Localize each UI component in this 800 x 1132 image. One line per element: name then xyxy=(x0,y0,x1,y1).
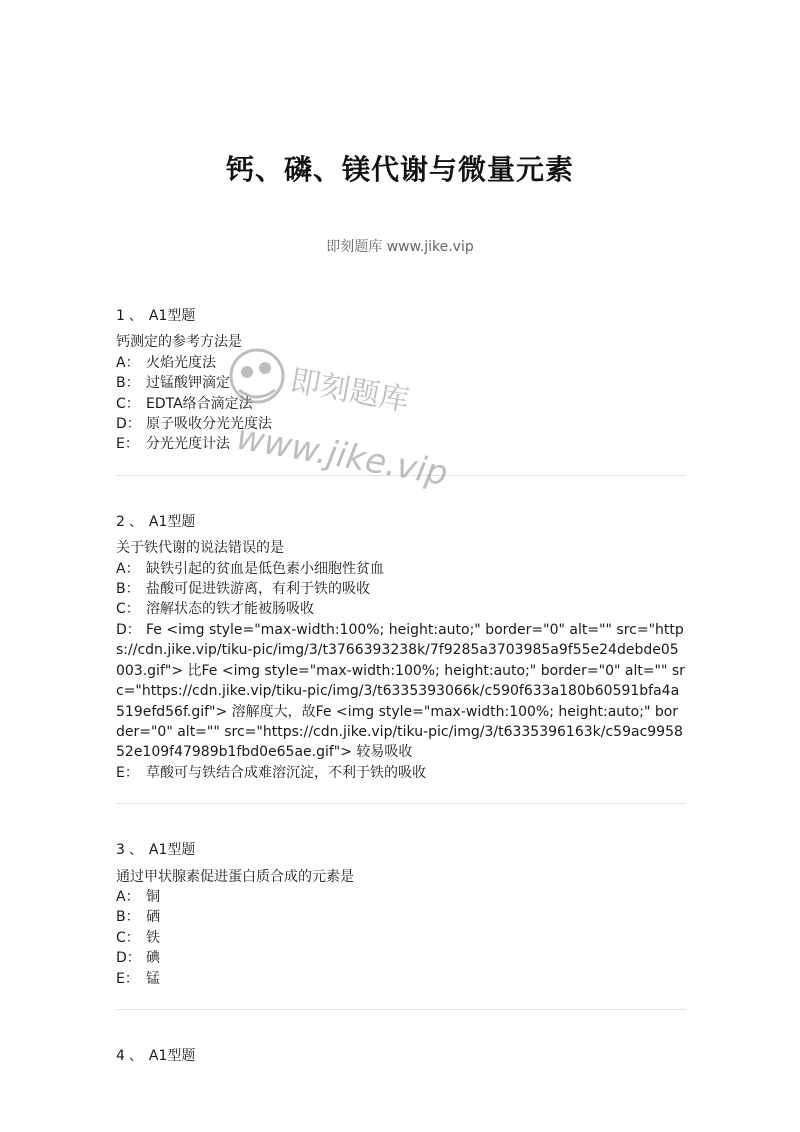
option-letter: C： xyxy=(116,395,140,412)
option-text: 草酸可与铁结合成难溶沉淀，不利于铁的吸收 xyxy=(146,764,426,781)
question-type: A1型题 xyxy=(148,513,196,530)
option-text: 铁 xyxy=(146,929,160,946)
question-stem: 钙测定的参考方法是 xyxy=(116,334,242,351)
option-e[interactable] xyxy=(116,434,686,454)
option-text: 过锰酸钾滴定 xyxy=(146,375,230,392)
document-title: 钙、磷、镁代谢与微量元素 xyxy=(225,153,574,186)
question-type: A1型题 xyxy=(148,842,196,859)
option-letter: E： xyxy=(116,970,139,987)
option-text: 缺铁引起的贫血是低色素小细胞性贫血 xyxy=(146,560,384,577)
question-2 xyxy=(116,512,686,783)
option-letter: B： xyxy=(116,581,140,598)
question-number: 2 xyxy=(116,513,125,530)
option-a[interactable] xyxy=(116,353,686,373)
option-letter: C： xyxy=(116,601,140,618)
question-header xyxy=(116,512,686,532)
option-text: 硒 xyxy=(146,909,160,926)
option-text: 火焰光度法 xyxy=(146,354,216,371)
document-subtitle: 即刻题库 www.jike.vip xyxy=(326,239,474,255)
option-letter: B： xyxy=(116,909,140,926)
question-3 xyxy=(116,840,686,989)
question-header xyxy=(116,840,686,860)
option-text: 盐酸可促进铁游离，有利于铁的吸收 xyxy=(146,581,370,598)
option-text: EDTA络合滴定法 xyxy=(146,395,253,412)
option-c[interactable] xyxy=(116,394,686,414)
question-1 xyxy=(116,306,686,455)
option-a[interactable] xyxy=(116,887,686,907)
option-letter: B： xyxy=(116,375,140,392)
option-letter: C： xyxy=(116,929,140,946)
option-letter: A： xyxy=(116,560,140,577)
option-text: 碘 xyxy=(146,950,160,967)
question-separator: 、 xyxy=(128,308,143,324)
question-divider xyxy=(116,803,686,804)
question-number: 1 xyxy=(116,308,125,324)
question-type: A1型题 xyxy=(148,308,196,324)
question-divider xyxy=(116,1009,686,1010)
option-letter: A： xyxy=(116,354,140,371)
option-text: 铜 xyxy=(146,888,160,905)
watermark-brand: 即刻题库 xyxy=(287,363,412,419)
option-d[interactable] xyxy=(116,948,686,968)
question-list xyxy=(116,306,686,1072)
question-stem: 通过甲状腺素促进蛋白质合成的元素是 xyxy=(116,868,354,885)
watermark-url: www.jike.vip xyxy=(233,417,451,494)
option-text: 锰 xyxy=(146,970,160,987)
question-4 xyxy=(116,1046,686,1066)
question-separator: 、 xyxy=(128,1047,143,1064)
option-a[interactable] xyxy=(116,559,686,579)
option-d[interactable] xyxy=(116,414,686,434)
question-header xyxy=(116,1046,686,1066)
question-header xyxy=(116,306,686,326)
option-text: 分光光度计法 xyxy=(146,436,230,453)
option-b[interactable] xyxy=(116,579,686,599)
question-separator: 、 xyxy=(128,513,143,530)
question-separator: 、 xyxy=(128,842,143,859)
option-e[interactable] xyxy=(116,763,686,783)
question-divider xyxy=(116,475,686,476)
option-letter: D： xyxy=(116,416,141,433)
option-letter: E： xyxy=(116,436,139,453)
option-c[interactable] xyxy=(116,928,686,948)
question-number: 4 xyxy=(116,1047,125,1064)
option-b[interactable] xyxy=(116,907,686,927)
option-text: Fe <img style="max-width:100%; height:auto;" border="0" alt="" src="https://cdn.jike.vip/tiku-pic/img/3/t3766393238k/7f9285a3703985a9f55e24debde05003.gif"> 比Fe <img style="max-width:100%; height:auto;" border="0" alt="" src="https://cdn.jike.vip/tiku-pic/img/3/t6335393066k/c590f633a180b60591bfa4a519efd56f.gif"> 溶解度大，故Fe <img style="max-width:100%; height:auto;" border="0" alt="" src="https://cdn.jike.vip/tiku-pic/img/3/t6335396163k/c59ac995852e109f47989b1fbd0e65ae.gif"> 较易吸收 xyxy=(116,621,685,761)
question-type: A1型题 xyxy=(148,1047,196,1064)
option-d[interactable] xyxy=(116,620,686,763)
question-number: 3 xyxy=(116,842,125,859)
question-stem: 关于铁代谢的说法错误的是 xyxy=(116,540,284,557)
option-e[interactable] xyxy=(116,969,686,989)
option-letter: E： xyxy=(116,764,139,781)
option-c[interactable] xyxy=(116,599,686,619)
option-text: 溶解状态的铁才能被肠吸收 xyxy=(146,601,314,618)
option-letter: A： xyxy=(116,888,140,905)
option-text: 原子吸收分光光度法 xyxy=(146,416,272,433)
option-b[interactable] xyxy=(116,373,686,393)
option-letter: D： xyxy=(116,950,141,967)
option-letter: D： xyxy=(116,621,141,638)
